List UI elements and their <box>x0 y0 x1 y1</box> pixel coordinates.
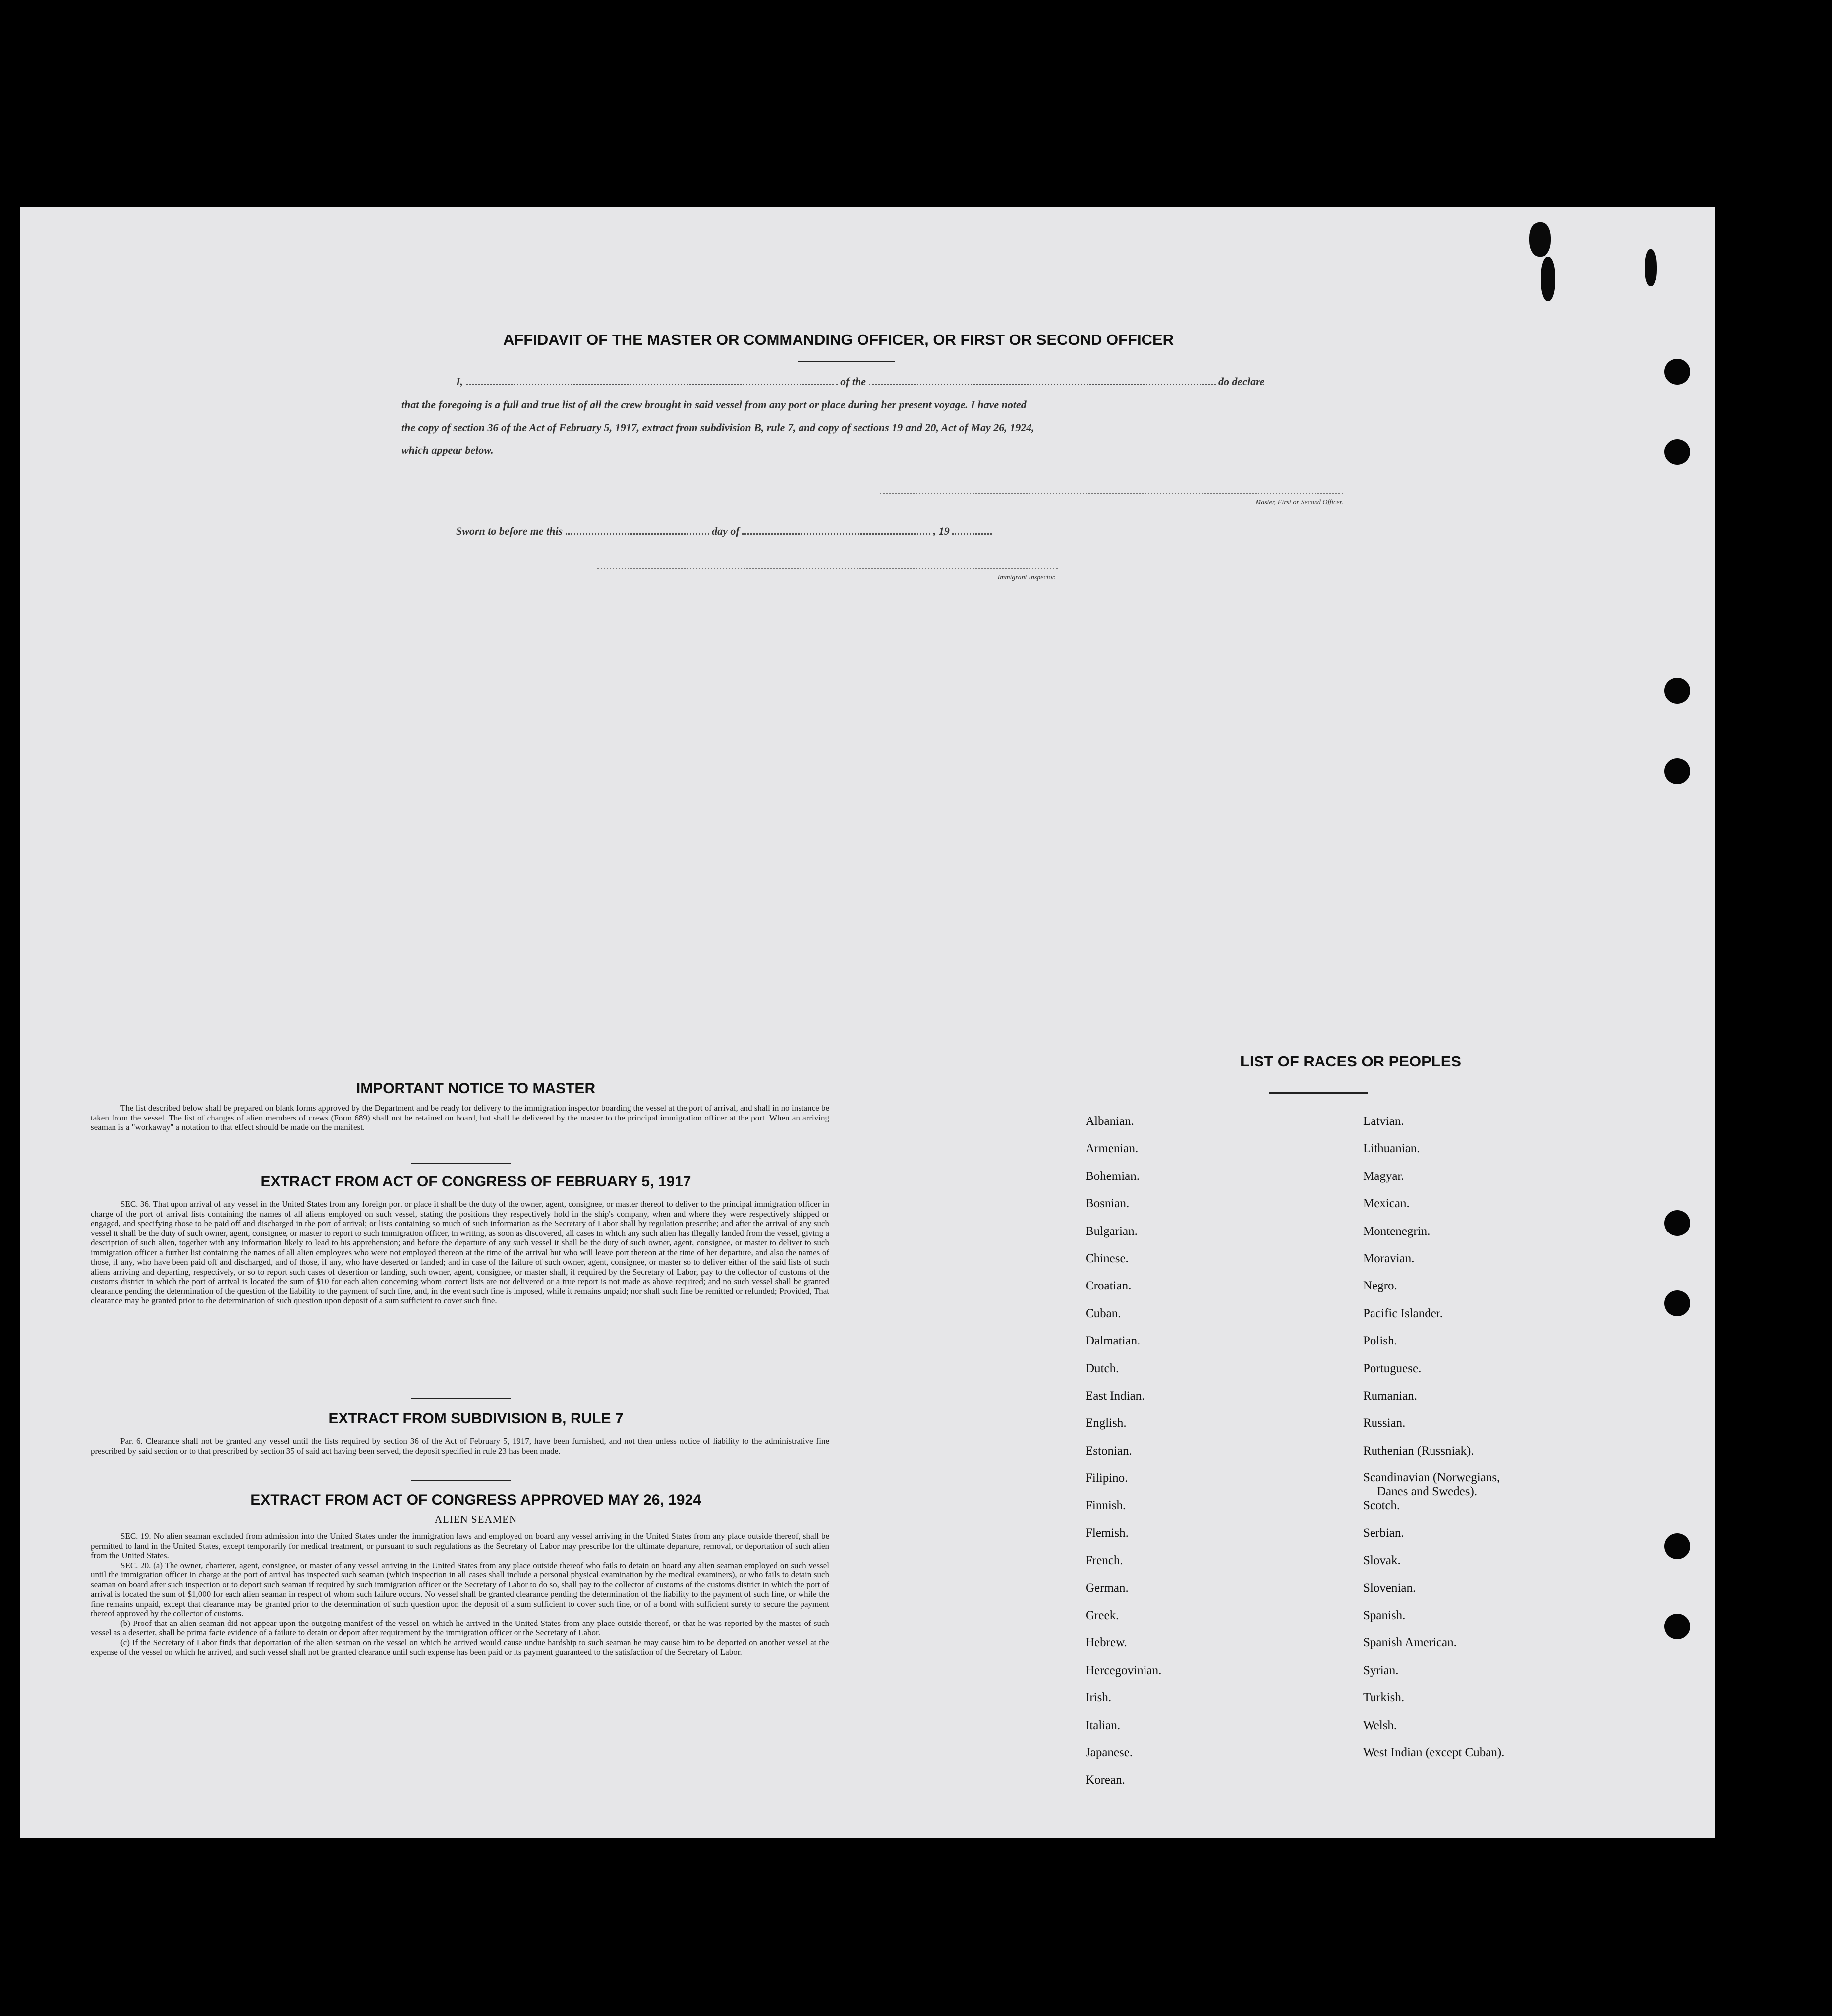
race-item: Turkish. <box>1363 1691 1405 1705</box>
race-item: Scotch. <box>1363 1499 1400 1512</box>
act-1924-sec20b: (b) Proof that an alien seaman did not appear upon the outgoing manifest of the vessel on which he arrived in the United States from any place outside thereof, or that he was reported by the master of such vessel as a deserter, shall be prima facie evidence of a failure to detain or deport after requirement by the immigration officer or the Secretary of Labor. <box>91 1618 829 1637</box>
divider <box>411 1398 511 1399</box>
race-item: West Indian (except Cuban). <box>1363 1745 1505 1759</box>
day-blank <box>566 522 709 535</box>
year-text: , 19 <box>933 525 950 537</box>
race-item: Dalmatian. <box>1086 1334 1141 1348</box>
races-title: LIST OF RACES OR PEOPLES <box>1240 1053 1462 1070</box>
month-blank <box>742 522 930 535</box>
divider <box>798 361 895 362</box>
race-item: Serbian. <box>1363 1526 1404 1540</box>
race-item-scandinavian-line2: Danes and Swedes). <box>1377 1485 1478 1499</box>
race-item: Bosnian. <box>1086 1197 1130 1211</box>
race-item: Pacific Islander. <box>1363 1306 1443 1320</box>
race-item: Bohemian. <box>1086 1169 1140 1183</box>
ink-mark <box>1541 257 1555 301</box>
race-item: Moravian. <box>1363 1251 1415 1265</box>
race-item: Mexican. <box>1363 1197 1410 1211</box>
race-item: Hebrew. <box>1086 1636 1127 1650</box>
act-1917-title: EXTRACT FROM ACT OF CONGRESS OF FEBRUARY 5, 1917 <box>260 1174 691 1190</box>
race-item: Japanese. <box>1086 1745 1133 1759</box>
race-item: French. <box>1086 1554 1123 1568</box>
rule7-text <box>91 1436 829 1456</box>
race-item: Slovak. <box>1363 1554 1401 1568</box>
race-item: Cuban. <box>1086 1306 1121 1320</box>
race-item-scandinavian <box>1363 1471 1504 1498</box>
punch-hole <box>1664 1533 1690 1559</box>
race-item: Negro. <box>1363 1279 1397 1293</box>
affidavit-line-1 <box>401 370 1373 393</box>
race-item: Bulgarian. <box>1086 1224 1138 1238</box>
vessel-blank <box>869 373 1216 385</box>
notice-text <box>91 1103 829 1132</box>
act-1924-text <box>91 1531 829 1657</box>
sworn-text: Sworn to before me this <box>456 525 563 537</box>
race-item: Dutch. <box>1086 1361 1119 1375</box>
act-1917-text <box>91 1199 829 1306</box>
affidavit-of-the: of the <box>840 375 866 388</box>
year-blank <box>952 522 992 535</box>
punch-hole <box>1664 359 1690 385</box>
race-item: Irish. <box>1086 1691 1112 1705</box>
master-caption: Master, First or Second Officer. <box>1255 499 1343 506</box>
punch-hole <box>1664 1290 1690 1316</box>
day-of-text: day of <box>712 525 740 537</box>
inspector-signature-line <box>597 568 1058 569</box>
punch-hole <box>1664 1210 1690 1236</box>
divider <box>1269 1092 1368 1094</box>
race-item: Ruthenian (Russniak). <box>1363 1444 1474 1457</box>
race-item: Syrian. <box>1363 1663 1399 1677</box>
ink-mark <box>1645 249 1657 286</box>
race-item: Slovenian. <box>1363 1581 1416 1595</box>
act-1917-paragraph: SEC. 36. That upon arrival of any vessel in the United States from any foreign port or place it shall be the duty of the owner, agent, consignee, or master thereof to deliver to the principal immigration officer in charge of the port of arrival lists containing the names of all aliens employed on such vessel, stating the positions they respectively hold in the ship's company, when and where they were respectively shipped or engaged, and specifying those to be paid off and discharged in the port of arrival; or lists containing so much of such information as the Secretary of Labor shall by regulation prescribe; and after the arrival of any such vessel it shall be the duty of such owner, agent, consignee, or master to report to such immigration officer, in writing, as soon as discovered, all cases in which any such alien has illegally landed from the vessel, giving a description of such alien, together with any information likely to lead to his apprehension; and before the departure of any such vessel it shall be the duty of such owner, agent, consignee, or master to deliver to such immigration officer a further list containing the names of all alien employees who were not employed thereon at the time of the arrival but who will leave port thereon at the time of her departure, and also the names of those, if any, who have been paid off and discharged, and of those, if any, who have deserted or landed; and in case of the failure of such owner, agent, consignee, or master so to deliver either of the said lists of such aliens arriving and departing, respectively, or so to report such cases of desertion or landing, such owner, agent, consignee, or master shall, if required by the Secretary of Labor, pay to the collector of customs of the customs district in which the port of arrival is located the sum of $10 for each alien concerning whom correct lists are not delivered or a true report is not made as above required; and no such vessel shall be granted clearance pending the determination of the question of the liability to the payment of such fine, and, in the event such fine is imposed, while it remains unpaid; nor shall such fine be remitted or refunded; Provided, That clearance may be granted prior to the determination of such question upon deposit of a sum sufficient to cover such fine. <box>91 1199 829 1305</box>
race-item: Magyar. <box>1363 1169 1404 1183</box>
race-item: Welsh. <box>1363 1718 1397 1732</box>
punch-hole <box>1664 439 1690 465</box>
race-item: Montenegrin. <box>1363 1224 1431 1238</box>
race-item: Rumanian. <box>1363 1389 1418 1402</box>
race-item: German. <box>1086 1581 1129 1595</box>
race-item: Spanish. <box>1363 1609 1406 1623</box>
race-item: Croatian. <box>1086 1279 1132 1293</box>
race-item: Greek. <box>1086 1609 1119 1623</box>
race-item: Finnish. <box>1086 1499 1126 1512</box>
race-item: Latvian. <box>1363 1115 1404 1128</box>
inspector-caption: Immigrant Inspector. <box>997 574 1056 581</box>
affidavit-title-text: AFFIDAVIT OF THE MASTER OR COMMANDING OFFICER, OR FIRST OR SECOND OFFICER <box>503 331 1174 348</box>
divider <box>411 1480 511 1481</box>
notice-title: IMPORTANT NOTICE TO MASTER <box>356 1080 596 1097</box>
affidavit-line-3: the copy of section 36 of the Act of February 5, 1917, extract from subdivision B, rule 7, and copy of sections 19 and 20, Act of May 26, 1924, <box>401 421 1034 434</box>
race-item: Armenian. <box>1086 1142 1139 1156</box>
act-1924-subtitle: ALIEN SEAMEN <box>434 1513 517 1525</box>
race-item: English. <box>1086 1416 1127 1430</box>
punch-hole <box>1664 678 1690 704</box>
affidavit-i: I, <box>456 375 463 388</box>
race-item: Lithuanian. <box>1363 1142 1420 1156</box>
notice-paragraph: The list described below shall be prepared on blank forms approved by the Department and be ready for delivery to the immigration inspector boarding the vessel at the port of arrival, and shall in no instance be taken from the vessel. The list of changes of alien members of crews (Form 689) shall not be retained on board, but shall be delivered by the master to the principal immigration officer at the port. When an arriving seaman is a "workaway" a notation to that effect should be made on the manifest. <box>91 1103 829 1132</box>
race-item: Filipino. <box>1086 1471 1128 1485</box>
punch-hole <box>1664 1614 1690 1639</box>
race-item: Russian. <box>1363 1416 1406 1430</box>
race-item: Polish. <box>1363 1334 1397 1348</box>
divider <box>411 1163 511 1164</box>
master-signature-line <box>880 493 1343 494</box>
act-1924-sec20c: (c) If the Secretary of Labor finds that deportation of the alien seaman on the vessel on which he arrived would cause undue hardship to such seaman he may cause him to be deported on another vessel at the expense of the vessel on which he arrived, and such vessel shall not be granted clearance until such expense has been paid or its payment guaranteed to the satisfaction of the Secretary of Labor. <box>91 1637 829 1657</box>
race-item: Chinese. <box>1086 1251 1129 1265</box>
rule7-paragraph: Par. 6. Clearance shall not be granted any vessel until the lists required by section 36 of the Act of February 5, 1917, have been furnished, and not then unless notice of liability to the administrative fine prescribed by said section or to that prescribed by section 35 of said act having been served, the deposit specified in rule 23 has been made. <box>91 1436 829 1456</box>
affidavit-do-declare: do declare <box>1218 375 1265 388</box>
race-item: Spanish American. <box>1363 1636 1457 1650</box>
ink-mark <box>1529 222 1551 257</box>
affidavit-line-4: which appear below. <box>401 444 494 456</box>
affidavit-line-2: that the foregoing is a full and true list of all the crew brought in said vessel from any port or place during her present voyage. I have noted <box>401 398 1027 411</box>
race-item: Flemish. <box>1086 1526 1129 1540</box>
affidavit-body <box>401 370 1373 462</box>
race-item: Portuguese. <box>1363 1361 1422 1375</box>
race-item: Hercegovinian. <box>1086 1663 1162 1677</box>
race-item: East Indian. <box>1086 1389 1145 1402</box>
sworn-line <box>456 519 992 543</box>
races-left-column <box>1086 1114 1161 1800</box>
race-item: Albanian. <box>1086 1115 1134 1128</box>
document-page <box>20 207 1715 1838</box>
race-item: Korean. <box>1086 1773 1125 1787</box>
rule7-title: EXTRACT FROM SUBDIVISION B, RULE 7 <box>328 1410 624 1427</box>
races-right-column <box>1363 1114 1504 1773</box>
race-item: Italian. <box>1086 1718 1121 1732</box>
race-item: Estonian. <box>1086 1444 1132 1457</box>
punch-hole <box>1664 758 1690 784</box>
act-1924-sec19: SEC. 19. No alien seaman excluded from admission into the United States under the immigration laws and employed on board any vessel arriving in the United States from any place outside thereof, shall be permitted to land in the United States, except temporarily for medical treatment, or pursuant to such regulations as the Secretary of Labor may prescribe for the ultimate departure, removal, or deportation of such alien from the United States. <box>91 1531 829 1560</box>
act-1924-title: EXTRACT FROM ACT OF CONGRESS APPROVED MAY 26, 1924 <box>250 1492 701 1508</box>
act-1924-sec20a: SEC. 20. (a) The owner, charterer, agent, consignee, or master of any vessel arriving in the United States from any place outside thereof who fails to detain on board any alien seaman employed on such vessel until the immigration officer in charge at the port of arrival has inspected such seaman (which inspection in all cases shall include a personal physical examination by the medical examiners), or who fails to detain such seaman on board after such inspection or to deport such seaman if required by such immigration officer or the Secretary of Labor to do so, shall pay to the collector of customs of the customs district in which the port of arrival is located the sum of $1,000 for each alien seaman in respect of whom such failure occurs. No vessel shall be granted clearance pending the determination of the liability to the payment of such fine, or while the fine remains unpaid, except that clearance may be granted prior to the determination of such question upon the deposit of a sum sufficient to cover such fine, or of a bond with sufficient surety to secure the payment thereof approved by the collector of customs. <box>91 1560 829 1618</box>
race-item-scandinavian-line1: Scandinavian (Norwegians, <box>1363 1471 1500 1485</box>
name-blank <box>466 373 838 385</box>
